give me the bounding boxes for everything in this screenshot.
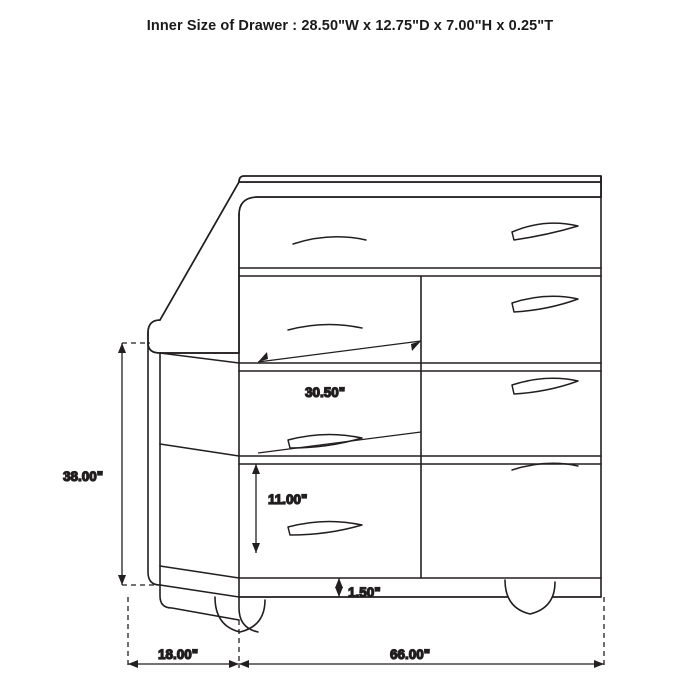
dimension-base-height-label: 1.50" [348, 585, 381, 600]
dimension-drawer-height-label: 11.00" [268, 492, 308, 507]
dimension-drawer-height [252, 432, 421, 553]
page-title: Inner Size of Drawer : 28.50"W x 12.75"D x 7.00"H x 0.25"T [146, 18, 554, 34]
dimension-drawer-width-label: 30.50" [305, 385, 346, 400]
dimension-width [239, 597, 604, 668]
dimension-depth-label: 18.00" [158, 647, 199, 662]
drawer-pull-handles [288, 223, 578, 535]
dimension-width-label: 66.00" [390, 647, 431, 662]
dimension-height-label: 38.00" [63, 469, 104, 484]
dresser-top-panel [148, 176, 601, 353]
dimension-height [63, 343, 162, 585]
